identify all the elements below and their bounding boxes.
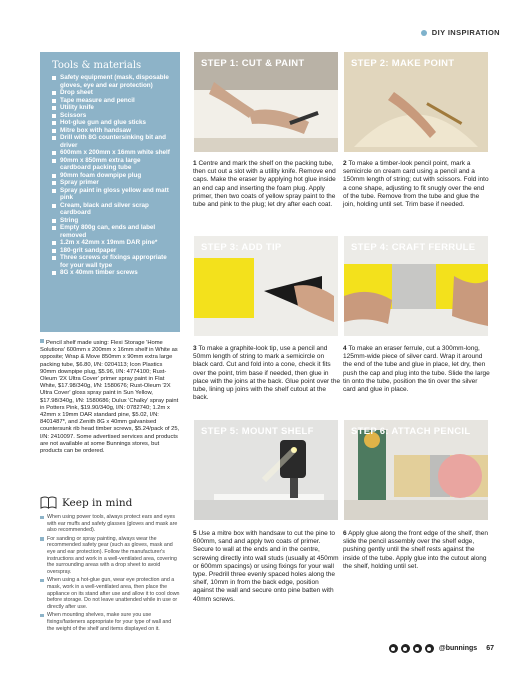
tools-item: 1.2m x 42mm x 19mm DAR pine* [52,239,173,247]
tools-item: Hot-glue gun and glue sticks [52,119,173,127]
step-6-label: STEP 6: ATTACH PENCIL [351,426,471,437]
dot-icon [421,30,427,36]
tools-item: Empty 800g can, ends and label removed [52,224,173,239]
step-3-number: 3 [193,345,197,352]
step-6-body: Apply glue along the front edge of the shelf, then slide the pencil assembly over the shelf edge, pushing gently until the shelf rests against the inside of the tube. Apply glue into the cutout along the shelf, holding until set. [343,530,488,570]
tools-item: 600mm x 200mm x 16mm white shelf [52,149,173,157]
tiktok-icon[interactable] [413,644,422,653]
step-2-body: To make a timber-look pencil point, mark a semicircle on cream card using a pencil and a 150mm length of string; cut with scissors. Fold into a cone shape, adjusting to fit snugly over the end of the tube. Remove from the tube and glue the join, holding until set. Trim base if needed. [343,160,489,209]
step-2-label: STEP 2: MAKE POINT [351,58,455,69]
tools-item: Spray primer [52,179,173,187]
step-4-label: STEP 4: CRAFT FERRULE [351,242,476,253]
keep-in-mind-title: Keep in mind [62,496,133,509]
product-note [40,339,180,455]
step-1-number: 1 [193,160,197,167]
page-number: 67 [486,645,494,652]
tools-materials-panel [40,52,180,332]
tools-item: 8G x 40mm timber screws [52,269,173,277]
instagram-icon[interactable] [401,644,410,653]
step-4-text [343,345,491,394]
step-1-text [193,160,341,209]
pinterest-icon[interactable] [389,644,398,653]
open-book-icon [40,496,57,509]
step-2-photo [344,52,488,152]
step-5-label: STEP 5: MOUNT SHELF [201,426,314,437]
step-3-label: STEP 3: ADD TIP [201,242,282,253]
step-6-text [343,530,491,571]
tools-item: Drill with 8G countersinking bit and driver [52,134,173,149]
tools-item: Tape measure and pencil [52,97,173,105]
keep-in-mind-panel [40,496,180,634]
step-2-text [343,160,491,209]
step-5-body: Use a mitre box with handsaw to cut the pine to 600mm, sand and apply two coats of primer. Secure to wall at the ends and in the centre, screwing directly into wall studs (usually at 450mm or 600mm spacings) or using fixings for your wall type. Predrill three evenly spaced holes along the shelf, 10mm in from the back edge, position against the wall and secure onto pine batten with 40mm screws. [193,530,339,603]
step-5-text [193,530,341,604]
section-header [421,28,500,37]
tools-item: 180-grit sandpaper [52,247,173,255]
step-1-label: STEP 1: CUT & PAINT [201,58,305,69]
facebook-icon[interactable] [425,644,434,653]
tools-item: Utility knife [52,104,173,112]
keep-in-mind-item: When mounting shelves, make sure you use fixings/fasteners appropriate for your type of wall and the weight of the shelf and items displayed on it. [40,612,180,632]
step-6-photo [344,420,488,520]
tools-item: Scissors [52,112,173,120]
section-title: DIY INSPIRATION [431,28,500,37]
step-2-number: 2 [343,160,347,167]
keep-in-mind-heading [40,496,180,509]
step-3-photo [194,236,338,336]
tools-item: Safety equipment (mask, disposable gloves, eye and ear protection) [52,74,173,89]
tools-title: Tools & materials [52,60,142,71]
tools-item: 90mm x 850mm extra large cardboard packing tube [52,157,173,172]
step-4-body: To make an eraser ferrule, cut a 300mm-long, 125mm-wide piece of silver card. Wrap it around the end of the tube and glue in place, let dry, then push the cap and plug into the tube. Slide the large tin onto the tube, position the tin over the silver card and glue in place. [343,345,490,394]
social-handle[interactable]: @bunnings [438,645,478,652]
tools-item: Cream, black and silver scrap cardboard [52,202,173,217]
product-note-text: Pencil shelf made using: Flexi Storage 'Home Solutions' 600mm x 200mm x 16mm shelf in White as opposite; Wrap & Move 850mm x 90mm extra large packing tube, $6.80, I/N: 0204113; Icon Plastics 90mm downpipe plug, $5.96, I/N: 4774100; Rust-Oleum '2X Ultra Cover' primer spray paint in Flat White, $17.98/340g, I/N: 1580676; Rust-Oleum '2X Ultra Cover' gloss spray paint in Sun Yellow, $17.98/340g, I/N: 1580686; Dulux 'Chalky' spray paint in Potters Pink, $19.90/340g, I/N: 0782740; 1.2m x 42mm x 19mm DAR standard pine, $5.02, I/N: 8401487*, and Zenith 8G x 40mm galvanised countersunk rib head timber screws, $5.24/pack of 25, I/N: 2410097. Some advertised services and products are not available at some Bunnings stores, but products can be ordered. [40,340,180,455]
tools-item: Mitre box with handsaw [52,127,173,135]
tools-list [52,74,173,277]
keep-in-mind-item: When using power tools, always protect ears and eyes with ear muffs and safety glasses (gloves and mask are also recommended). [40,514,180,534]
tools-item: Spray paint in gloss yellow and matt pink [52,187,173,202]
step-5-photo [194,420,338,520]
step-5-number: 5 [193,530,197,537]
tools-item: 90mm foam downpipe plug [52,172,173,180]
step-4-number: 4 [343,345,347,352]
tools-item: String [52,217,173,225]
step-1-body: Centre and mark the shelf on the packing tube, then cut out a slot with a utility knife. Remove end caps. Make the eraser by applying hot glue inside an end cap and inserting the foam plug. Apply primer, then two coats of yellow spray paint to the tube and pink to the plug; let dry after each coat. [193,160,336,209]
tools-item: Three screws or fixings appropriate for your wall type [52,254,173,269]
tools-item: Drop sheet [52,89,173,97]
page-footer [389,644,494,653]
step-3-text [193,345,341,402]
step-6-number: 6 [343,530,347,537]
bullet-square-icon [40,339,44,343]
step-3-body: To make a graphite-look tip, use a pencil and 50mm length of string to mark a semicircle on black card. Cut and fold into a cone, check it fits over the point, trim base if needed, then glue in place with the joins at the back. Glue point over the tube, lining up joins with the shelf cutout at the back. [193,345,341,402]
keep-in-mind-item: For sanding or spray painting, always wear the recommended safety gear (such as gloves, mask and eye and ear protection). Follow the manufacturer's instructions and work in a well-ventilated area, covering the surrounding areas with a drop sheet to avoid overspray. [40,536,180,576]
keep-in-mind-item: When using a hot-glue gun, wear eye protection and a mask, work in a well-ventilated area, then place the appliance on its stand after use and allow it to cool down before storage. Do not leave unattended while in use or directly after use. [40,577,180,610]
step-1-photo [194,52,338,152]
step-4-photo [344,236,488,336]
